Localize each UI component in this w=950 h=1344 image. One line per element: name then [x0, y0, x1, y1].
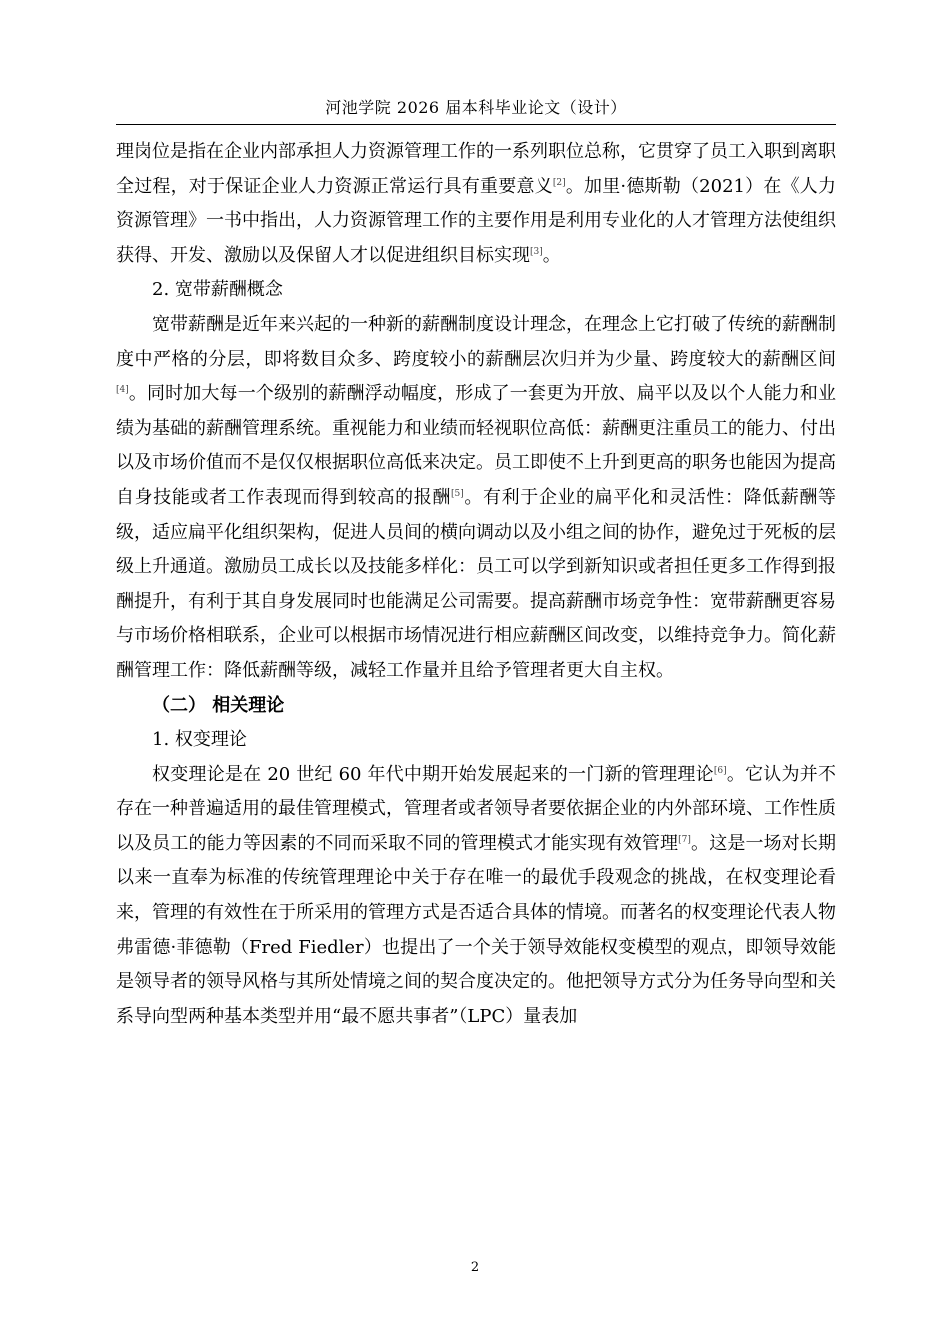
- paragraph-text: 。加里·德斯勒（2021）在《人力资源管理》一书中指出，人力资源管理工作的主要作用是利用专业化的人才管理方法使组织获得、开发、激励以及保留人才以促进组织目标实现: [116, 175, 836, 266]
- paragraph-text: 。有利于企业的扁平化和灵活性：降低薪酬等级，适应扁平化组织架构，促进人员间的横向调动以及小组之间的协作，避免过于死板的层级上升通道。激励员工成长以及技能多样化：员工可以学到新知识或者担任更多工作得到报酬提升，有利于其自身发展同时也能满足公司需要。提高薪酬市场竞争性：宽带薪酬更容易与市场价格相联系，企业可以根据市场情况进行相应薪酬区间改变，以维持竞争力。简化薪酬管理工作：降低薪酬等级，减轻工作量并且给予管理者更大自主权。: [116, 486, 837, 681]
- paragraph-text: 宽带薪酬是近年来兴起的一种新的薪酬制度设计理念，在理念上它打破了传统的薪酬制度中严格的分层，即将数目众多、跨度较小的薪酬层次归并为少量、跨度较大的薪酬区间: [116, 313, 836, 370]
- citation: [7]: [678, 834, 691, 845]
- paragraph-text: 。: [542, 244, 561, 266]
- paragraph-text: 权变理论是在 20 世纪 60 年代中期开始发展起来的一门新的管理理论: [152, 763, 714, 785]
- citation: [5]: [451, 488, 464, 499]
- paragraph-text: 。同时加大每一个级别的薪酬浮动幅度，形成了一套更为开放、扁平以及以个人能力和业绩为基础的薪酬管理系统。重视能力和业绩而轻视职位高低：薪酬更注重员工的能力、付出以及市场价值而不是仅仅根据职位高低来决定。员工即使不上升到更高的职务也能因为提高自身技能或者工作表现而得到较高的报酬: [116, 383, 836, 508]
- page-number: 2: [470, 1260, 480, 1275]
- paragraph-hr-definition: [116, 135, 836, 273]
- paragraph-contingency-theory: [116, 758, 836, 1035]
- subheading-contingency-theory: 1. 权变理论: [152, 729, 247, 751]
- citation: [3]: [530, 246, 543, 257]
- paragraph-text: 。这是一场对长期以来一直奉为标准的传统管理理论中关于存在唯一的最优手段观念的挑战，在权变理论看来，管理的有效性在于所采用的管理方式是否适合具体的情境。而著名的权变理论代表人物弗雷德·菲德勒（Fred Fiedler）也提出了一个关于领导效能权变模型的观点，即领导效能是领导者的领导风格与其所处情境之间的契合度决定的。他把领导方式分为任务导向型和关系导向型两种基本类型并用“最不愿共事者”（LPC）量表加: [116, 832, 836, 1027]
- paragraph-broadband-pay: [116, 308, 836, 689]
- citation: [6]: [713, 765, 727, 776]
- section-heading-related-theory: （二） 相关理论: [152, 694, 285, 716]
- subheading-broadband-pay: 2. 宽带薪酬概念: [152, 279, 283, 301]
- citation: [4]: [116, 385, 129, 396]
- page-header: 河池学院 2026 届本科毕业论文（设计）: [325, 98, 627, 117]
- paragraph-text: 理岗位是指在企业内部承担人力资源管理工作的一系列职位总称，它贯穿了员工入职到离职全过程，对于保证企业人力资源正常运行具有重要意义: [116, 141, 836, 197]
- document-body: [116, 135, 836, 1034]
- citation: [2]: [552, 177, 566, 188]
- paragraph-text: 。它认为并不存在一种普遍适用的最佳管理模式，管理者或者领导者要依据企业的内外部环境、工作性质以及员工的能力等因素的不同而采取不同的管理模式才能实现有效管理: [116, 763, 836, 854]
- header-rule: [116, 124, 836, 125]
